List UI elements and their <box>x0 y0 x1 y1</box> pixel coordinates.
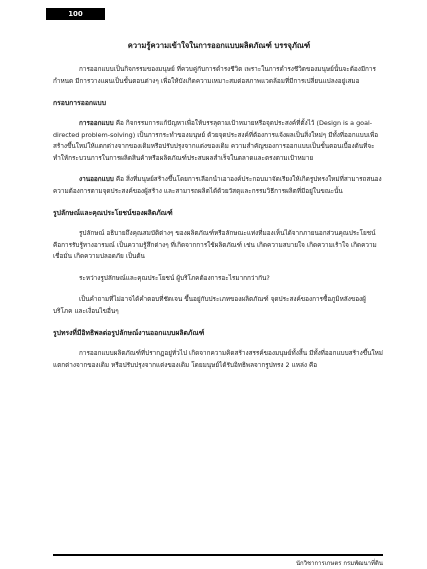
page-title: ความรู้ความเข้าใจในการออกแบบผลิตภัณฑ์ บรรจุภัณฑ์ <box>127 41 311 50</box>
answer-paragraph: เป็นคำถามที่ไม่อาจได้คำตอบที่ชัดเจน ขึ้นอยู่กับประเภทของผลิตภัณฑ์ จุดประสงค์ของการซื้อภูมิหลังของผู้บริโภค และเงื่อนไขอื่นๆ <box>53 295 366 315</box>
design-definition-paragraph <box>53 118 385 164</box>
section-heading-shape-influence: รูปทรงที่มีอิทธิพลต่อรูปลักษณ์งานออกแบบผลิตภัณฑ์ <box>53 329 205 337</box>
design-term: การออกแบบ <box>79 119 114 127</box>
section-heading-design-framework: กรอบการออกแบบ <box>53 99 107 107</box>
design-work-text: คือ สิ่งที่มนุษย์สร้างขึ้นโดยการเลือกนำเอาองค์ประกอบมาจัดเรียงให้เกิดรูปทรงใหม่ที่สามารถสนองความต้องการตามจุดประสงค์ของผู้สร้าง และสามารถผลิตได้ด้วยวัสดุและกรรมวิธีการผลิตที่มีอยู่ในขณะนั้น <box>53 175 382 195</box>
shape-influence-paragraph: การออกแบบผลิตภัณฑ์ที่ปรากฏอยู่ทั่วไป เกิดจากความคิดสร้างสรรค์ของมนุษย์ทั้งสิ้น มีทั้งที่ออกแบบสร้างขึ้นใหม่ แตกต่างจากของเดิม หรือปรับปรุงจากแต่งของเดิม โดยมนุษย์ได้รับอิทธิพลจากรูปทรง 2 แหล่ง คือ <box>53 349 383 369</box>
section-heading-form-benefit: รูปลักษณ์และคุณประโยชน์ของผลิตภัณฑ์ <box>53 209 173 217</box>
question-paragraph: ระหว่างรูปลักษณ์และคุณประโยชน์ ผู้บริโภคต้องการอะไรมากกว่ากัน? <box>79 273 270 282</box>
design-work-term: งานออกแบบ <box>79 175 114 183</box>
form-benefit-paragraph: รูปลักษณ์ อธิบายถึงคุณสมบัติต่างๆ ของผลิตภัณฑ์หรือลักษณะแท่งที่มองเห็นได้จากภายนอกส่วนคุณประโยชน์ คือการรับรู้ทางอารมณ์ เป็นความรู้สึกต่างๆ ที่เกิดจากการใช้ผลิตภัณฑ์ เช่น เกิดความสบายใจ เกิดความเร้าใจ เกิดความเชื่อมั่น เกิดความปลอดภัย เป็นต้น <box>53 229 377 260</box>
design-work-paragraph <box>53 174 385 197</box>
intro-paragraph: การออกแบบเป็นกิจกรรมของมนุษย์ ที่ควบคู่กับการดำรงชีวิต เพราะในการดำรงชีวิตของมนุษย์นั้นจะต้องมีการกำหนด มีการวางแผนเป็นขั้นตอนต่างๆ เพื่อให้บังเกิดความเหมาะสมต่อสภาพแวดล้อมที่มีการเปลี่ยนแปลงอยู่เสมอ <box>53 65 376 85</box>
design-definition-text: คือ กิจกรรมการแก้ปัญหาเพื่อให้บรรลุตามเป้าหมายหรือจุดประสงค์ที่ตั้งไว้ (Design is a goal-directed problem-solving) เป็นการกระทำของมนุษย์ ด้วยจุดประสงค์ที่ต้องการแจ้งผลเป็นสิ่งใหม่ๆ มีทั้งที่ออกแบบเพื่อสร้างขึ้นใหม่ให้แตกต่างจากของเดิมหรือปรับปรุงจากแต่งของเดิม ความสำคัญของการออกแบบเป็นขั้นตอนเบื้องต้นที่จะทำให้กระบวนการในการผลิตสินค้าหรือผลิตภัณฑ์ประสบผลสำเร็จในตลาดและตรงตามเป้าหมาย <box>53 119 379 162</box>
page-footer: นักวิชาการเกษตร กรมพัฒนาที่ดิน <box>53 554 383 568</box>
document-body <box>53 30 385 381</box>
page-number: 100 <box>46 8 105 20</box>
